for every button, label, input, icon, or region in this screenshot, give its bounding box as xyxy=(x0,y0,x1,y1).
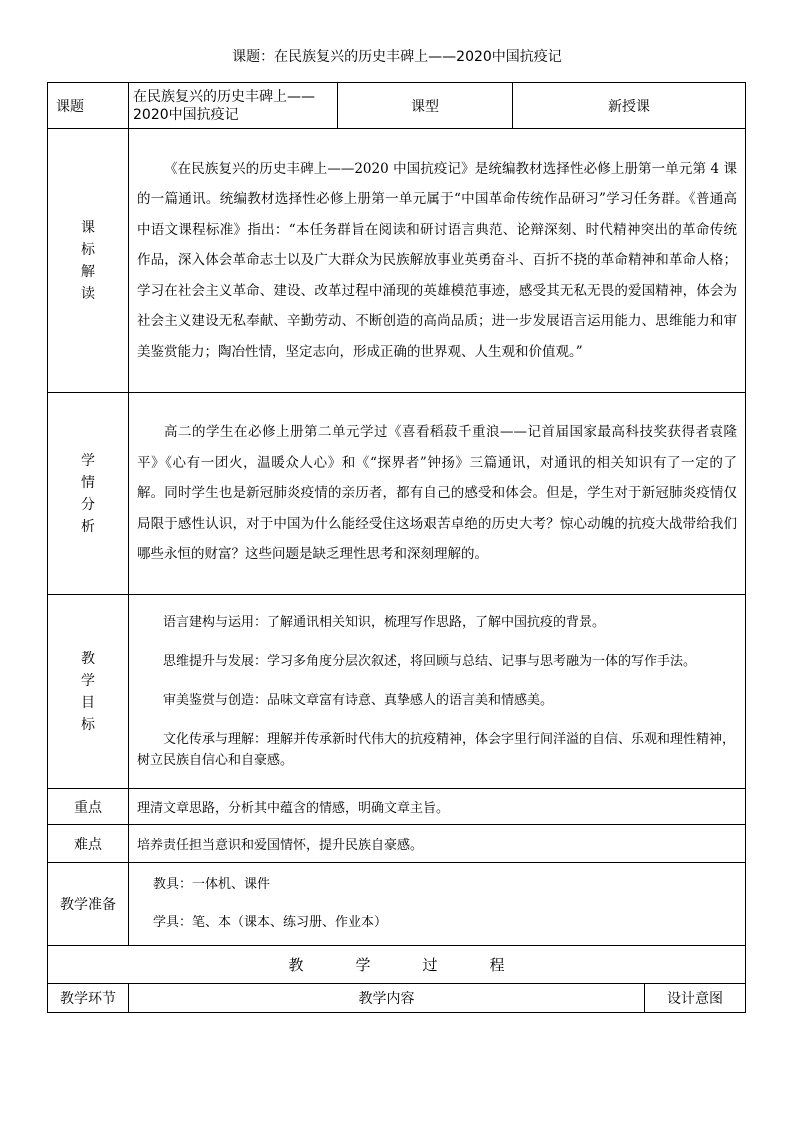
goal-item: 审美鉴赏与创造：品味文章富有诗意、真挚感人的语言美和情感美。 xyxy=(163,693,554,708)
goal-item: 语言建构与运用：了解通讯相关知识，梳理写作思路，了解中国抗疫的背景。 xyxy=(163,615,606,630)
stage-column-header: 教学环节 xyxy=(48,984,129,1013)
goals-row xyxy=(48,595,746,789)
standards-label: 课 标 解 读 xyxy=(48,129,129,393)
key-point-text: 理清文章思路，分析其中蕴含的情感，明确文章主旨。 xyxy=(129,789,746,825)
goals-cell xyxy=(129,595,746,789)
topic-title: 在民族复兴的历史丰碑上——2020中国抗疫记 xyxy=(129,83,338,129)
topic-label: 课题 xyxy=(48,83,129,129)
analysis-text: 高二的学生在必修上册第二单元学过《喜看稻菽千重浪——记首届国家最高科技奖获得者袁隆平》《心有一团火，温暖众人心》和《“探界者”钟扬》三篇通讯，对通讯的相关知识有了一定的了解。同时学生也是新冠肺炎疫情的亲历者，都有自己的感受和体会。但是，学生对于新冠肺炎疫情仅局限于感性认识，对于中国为什么能经受住这场艰苦卓绝的历史大考？惊心动魄的抗疫大战带给我们哪些永恒的财富？这些问题是缺乏理性思考和深刻理解的。 xyxy=(137,424,737,563)
key-point-label: 重点 xyxy=(48,789,129,825)
student-tools: 学具：笔、本（课本、练习册、作业本） xyxy=(153,915,388,930)
analysis-row xyxy=(48,393,746,595)
page-title: 课题：在民族复兴的历史丰碑上——2020中国抗疫记 xyxy=(232,49,562,65)
analysis-label: 学 情 分 析 xyxy=(48,393,129,595)
preparation-cell xyxy=(129,863,746,946)
standards-text: 《在民族复兴的历史丰碑上——2020 中国抗疫记》是统编教材选择性必修上册第一单元第 4 课的一篇通讯。统编教材选择性必修上册第一单元属于“中国革命传统作品研习”学习任务群。《普通高中语文课程标准》指出：“本任务群旨在阅读和研讨语言典范、论辩深刻、时代精神突出的革命传统作品，深入体会革命志士以及广大群众为民族解放事业英勇奋斗、百折不挠的革命精神和革命人格；学习在社会主义革命、建设、改革过程中涌现的英雄模范事迹，感受其无私无畏的爱国精神，体会为社会主义建设无私奉献、辛勤劳动、不断创造的高尚品质；进一步发展语言运用能力、思维能力和审美鉴赏能力；陶冶性情，坚定志向，形成正确的世界观、人生观和价值观。” xyxy=(137,161,737,360)
type-label: 课型 xyxy=(338,83,513,129)
type-value: 新授课 xyxy=(513,83,746,129)
goals-label: 教 学 目 标 xyxy=(48,595,129,789)
preparation-label: 教学准备 xyxy=(48,863,129,946)
teacher-tools: 教具：一体机、课件 xyxy=(153,877,271,892)
column-header-row xyxy=(48,984,746,1013)
standards-row xyxy=(48,129,746,393)
difficulty-row xyxy=(48,825,746,863)
analysis-text-cell xyxy=(129,393,746,595)
content-column-header: 教学内容 xyxy=(129,984,645,1013)
preparation-row xyxy=(48,863,746,946)
key-point-row xyxy=(48,789,746,825)
process-header-row xyxy=(48,946,746,984)
topic-row xyxy=(48,83,746,129)
goal-item: 思维提升与发展：学习多角度分层次叙述，将回顾与总结、记事与思考融为一体的写作手法。 xyxy=(163,654,697,669)
difficulty-label: 难点 xyxy=(48,825,129,863)
standards-text-cell xyxy=(129,129,746,393)
intent-column-header: 设计意图 xyxy=(645,984,746,1013)
process-header: 教学过程 xyxy=(48,946,746,984)
lesson-plan-table xyxy=(47,82,746,1013)
goal-item: 文化传承与理解：理解并传承新时代伟大的抗疫精神，体会字里行间洋溢的自信、乐观和理性精神，树立民族自信心和自豪感。 xyxy=(137,732,736,768)
difficulty-text: 培养责任担当意识和爱国情怀，提升民族自豪感。 xyxy=(129,825,746,863)
